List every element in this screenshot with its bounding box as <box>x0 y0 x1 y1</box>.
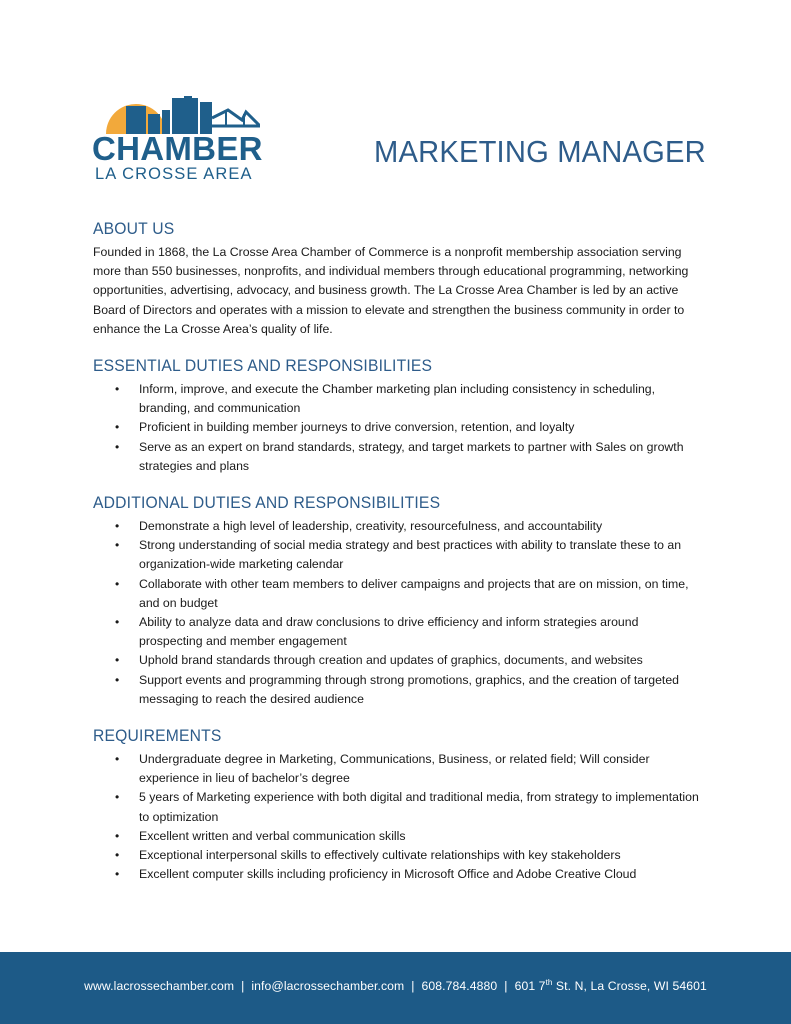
about-section <box>93 220 703 339</box>
footer-phone: 608.784.4880 <box>421 979 498 993</box>
footer-address-ordinal: th <box>545 977 553 987</box>
list-item: • Strong understanding of social media strategy and best practices with ability to translate these to an organization-wide marketing calendar <box>93 536 703 574</box>
footer-address <box>515 979 707 993</box>
footer-email-link[interactable]: info@lacrossechamber.com <box>251 979 405 993</box>
essential-duties-section <box>93 357 703 476</box>
list-item: • Support events and programming through strong promotions, graphics, and the creation of targeted messaging to reach the desired audience <box>93 671 703 709</box>
footer-separator: | <box>504 979 508 993</box>
additional-duties-list <box>93 517 703 709</box>
footer-website-link[interactable]: www.lacrossechamber.com <box>84 979 235 993</box>
document-body <box>93 220 703 902</box>
essential-duties-heading: ESSENTIAL DUTIES AND RESPONSIBILITIES <box>93 357 433 376</box>
list-item: • Proficient in building member journeys to drive conversion, retention, and loyalty <box>93 418 703 437</box>
logo-wordmark: CHAMBER <box>92 130 263 167</box>
additional-duties-heading: ADDITIONAL DUTIES AND RESPONSIBILITIES <box>93 494 441 513</box>
footer-separator: | <box>241 979 245 993</box>
footer-address-number: 601 7 <box>514 979 546 993</box>
footer-contact-line <box>0 979 791 993</box>
logo-subtitle: LA CROSSE AREA <box>95 165 253 183</box>
list-item: • Undergraduate degree in Marketing, Communications, Business, or related field; Will consider experience in lieu of bachelor’s degree <box>93 750 703 788</box>
list-item: • Collaborate with other team members to deliver campaigns and projects that are on mission, on time, and on budget <box>93 575 703 613</box>
about-paragraph: Founded in 1868, the La Crosse Area Chamber of Commerce is a nonprofit membership association serving more than 550 businesses, nonprofits, and individual members through educational programming, networking opportunities, advertising, advocacy, and business growth. The La Crosse Area Chamber is led by an active Board of Directors and operates with a mission to elevate and strengthen the business community in order to enhance the La Crosse Area’s quality of life. <box>93 245 689 336</box>
list-item: • Excellent computer skills including proficiency in Microsoft Office and Adobe Creative Cloud <box>93 865 703 884</box>
list-item: • Excellent written and verbal communication skills <box>93 827 703 846</box>
list-item: • Serve as an expert on brand standards, strategy, and target markets to partner with Sales on growth strategies and plans <box>93 438 703 476</box>
list-item: • Uphold brand standards through creation and updates of graphics, documents, and websites <box>93 651 703 670</box>
requirements-section <box>93 727 703 884</box>
footer-bar <box>0 952 791 1024</box>
list-item: • Exceptional interpersonal skills to effectively cultivate relationships with key stakeholders <box>93 846 703 865</box>
list-item: • Inform, improve, and execute the Chamber marketing plan including consistency in scheduling, branding, and communication <box>93 380 703 418</box>
requirements-heading: REQUIREMENTS <box>93 727 222 746</box>
footer-separator: | <box>411 979 415 993</box>
requirements-list <box>93 750 703 884</box>
list-item: • 5 years of Marketing experience with both digital and traditional media, from strategy to implementation to optimization <box>93 788 703 826</box>
footer-address-street: St. N, La Crosse, WI 54601 <box>552 979 707 993</box>
list-item: • Ability to analyze data and draw conclusions to drive efficiency and inform strategies around prospecting and member engagement <box>93 613 703 651</box>
about-heading: ABOUT US <box>93 220 175 238</box>
list-item: • Demonstrate a high level of leadership, creativity, resourcefulness, and accountability <box>93 517 703 536</box>
additional-duties-section <box>93 494 703 709</box>
chamber-logo <box>92 92 263 188</box>
page-title: MARKETING MANAGER <box>374 134 706 169</box>
essential-duties-list <box>93 380 703 476</box>
